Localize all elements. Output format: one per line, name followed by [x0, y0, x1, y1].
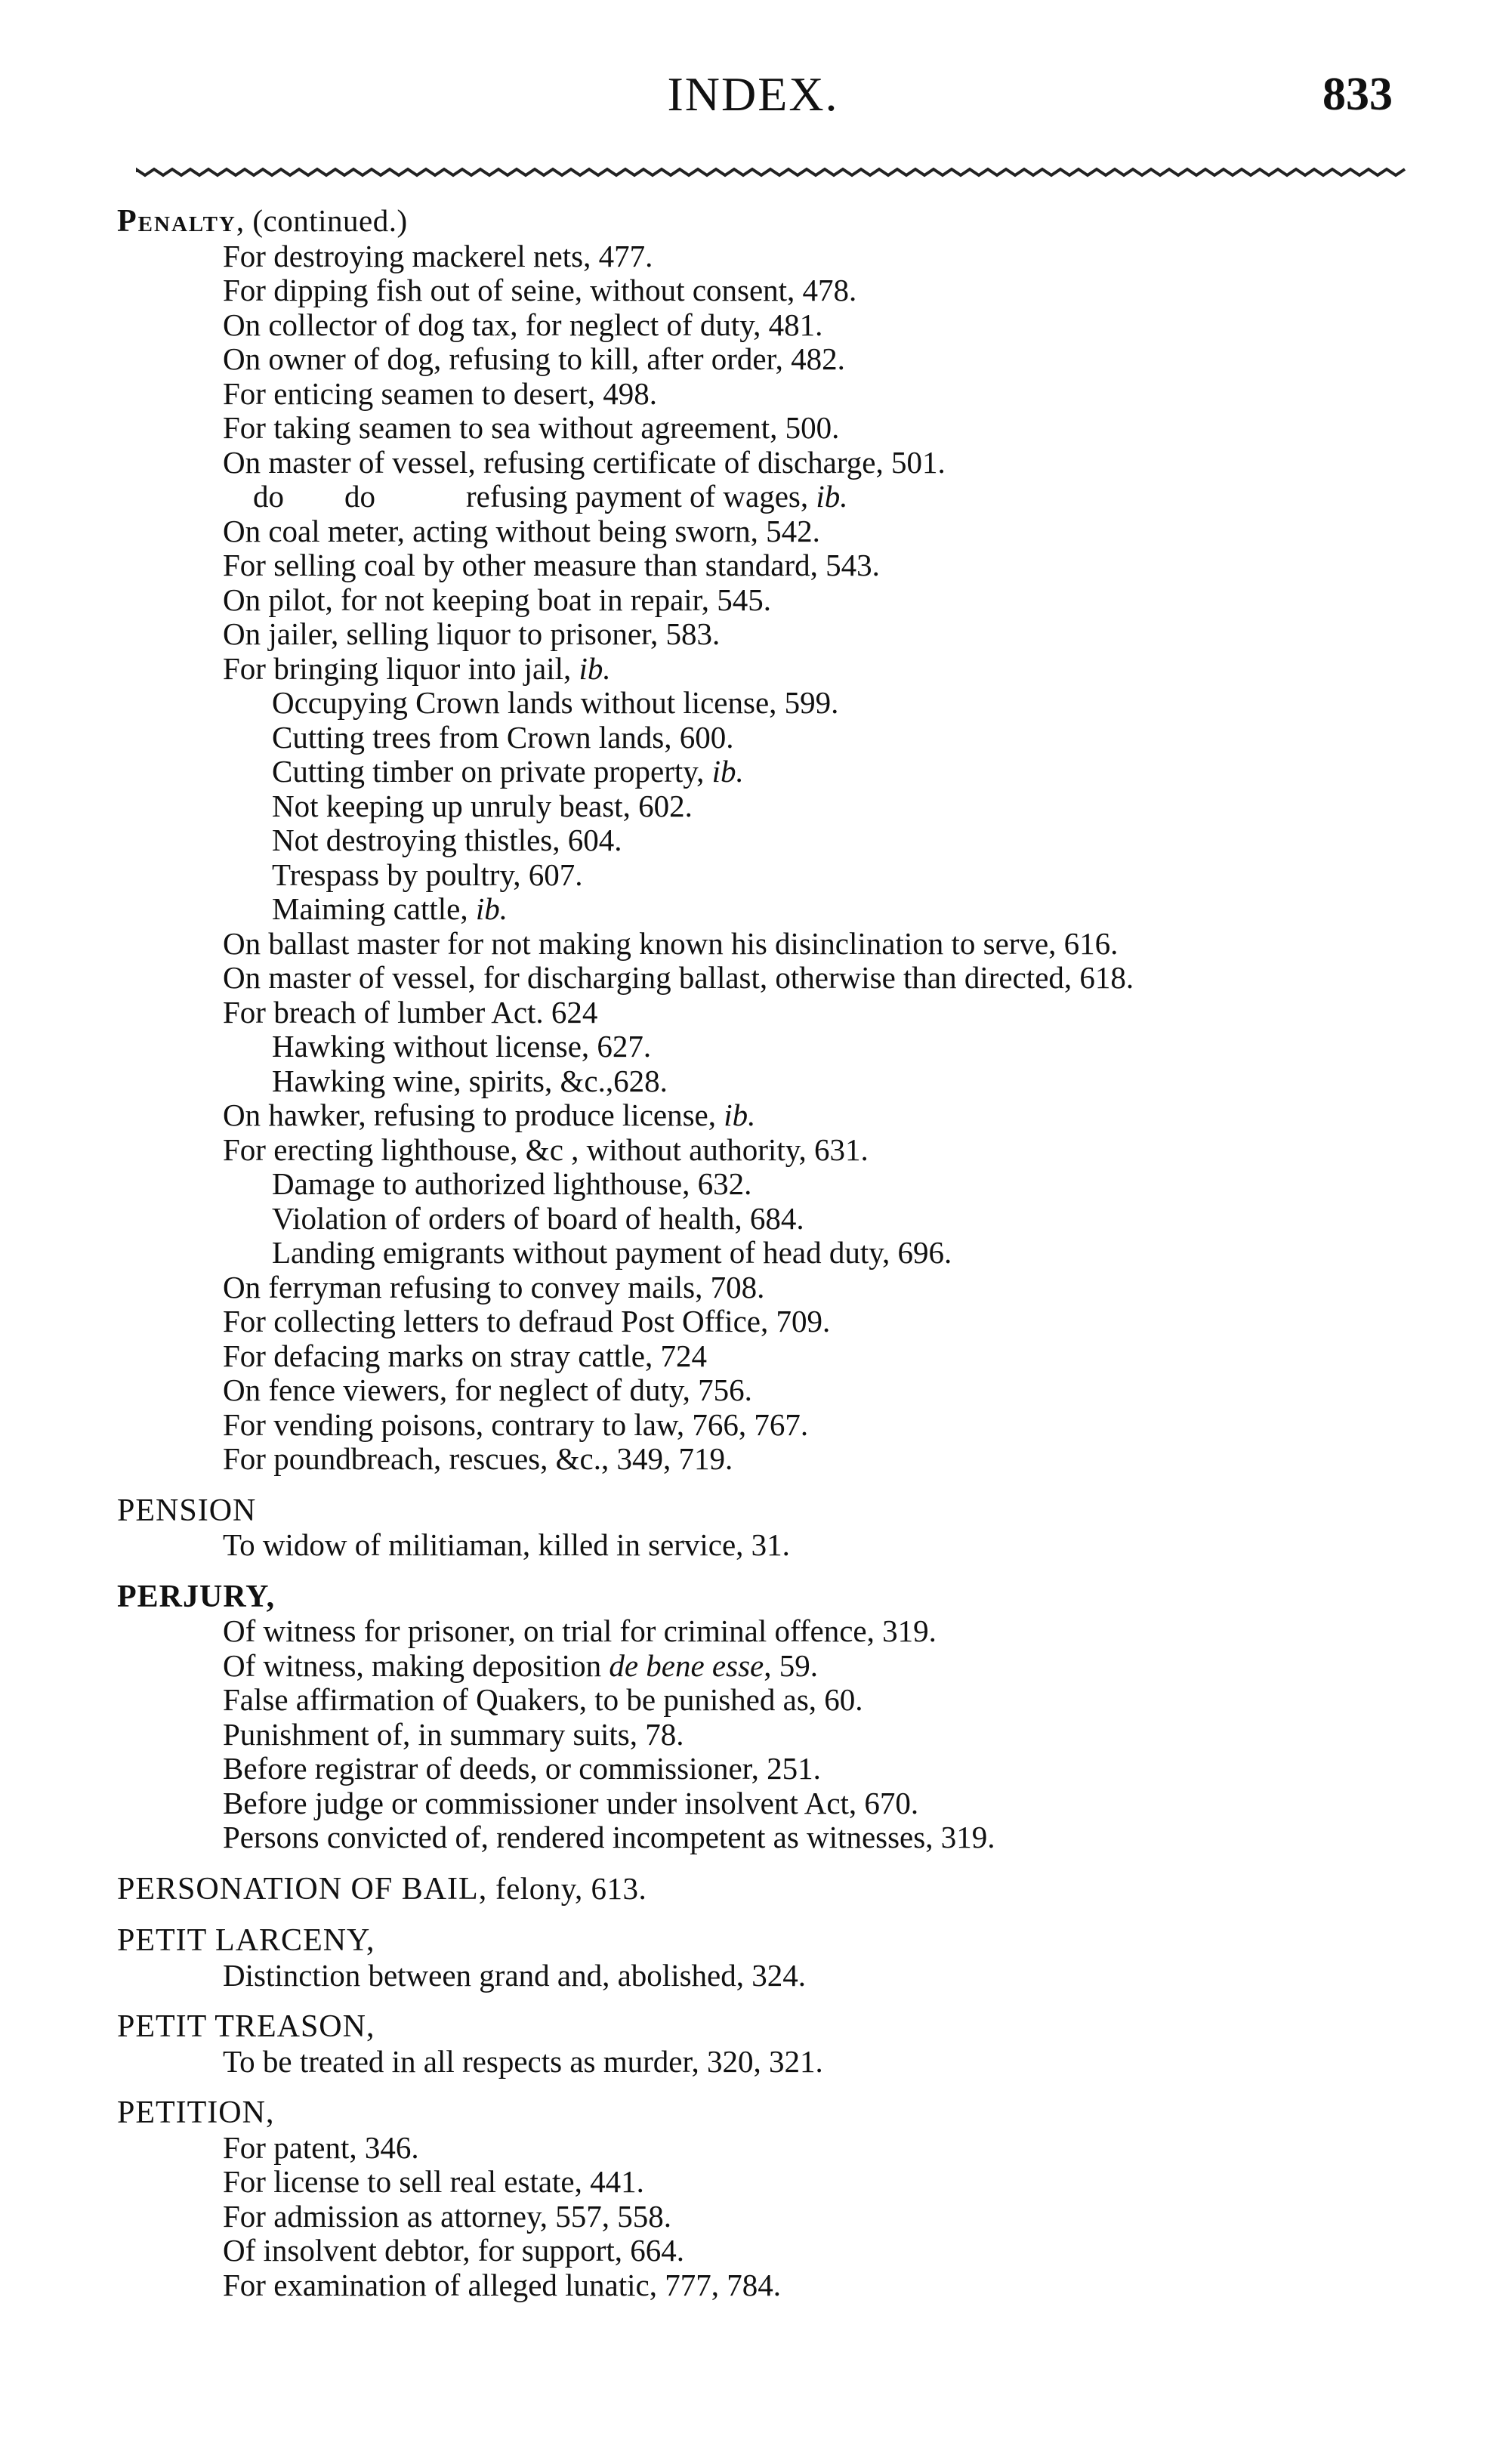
sub-entry: [117, 1614, 1416, 1649]
index-entry: [117, 2009, 1416, 2079]
ibid-ref: ib.: [475, 891, 508, 926]
ditto-mark: do: [253, 479, 284, 514]
index-entry: [117, 1579, 1416, 1855]
sub-entry: [117, 2234, 1416, 2268]
sub-entry: [117, 377, 1416, 412]
sub-entry-text: Before judge or commissioner under insolvent Act, 670.: [223, 1785, 919, 1820]
entry-heading: [117, 204, 1416, 239]
sub-entry: [117, 411, 1416, 446]
sub-entry: [117, 996, 1416, 1030]
sub-entry-text: Persons convicted of, rendered incompetent as witnesses, 319.: [223, 1820, 995, 1854]
sub-entry-text: Cutting trees from Crown lands, 600.: [272, 719, 734, 755]
sub-entry-text: Hawking wine, spirits, &c.,628.: [272, 1063, 668, 1098]
sub-entry: [117, 1202, 1416, 1237]
sub-entry-text: For poundbreach, rescues, &c., 349, 719.: [223, 1441, 733, 1476]
sub-entry-text: For destroying mackerel nets, 477.: [223, 238, 653, 273]
sub-entry-text: For erecting lighthouse, &c , without authority, 631.: [223, 1132, 869, 1167]
sub-entry-text: Violation of orders of board of health, 684.: [272, 1200, 804, 1236]
sub-entry: [117, 342, 1416, 377]
sub-entry-text: To be treated in all respects as murder, 320, 321.: [223, 2043, 823, 2079]
running-head: [0, 53, 1506, 136]
sub-entry-text: Punishment of, in summary suits, 78.: [223, 1716, 684, 1752]
sub-entry-text: On pilot, for not keeping boat in repair, 545.: [223, 582, 771, 617]
sub-entry: [117, 1528, 1416, 1563]
sub-entry-text: Damage to authorized lighthouse, 632.: [272, 1166, 752, 1201]
heading-term: PETIT LARCENY,: [117, 1923, 375, 1958]
sub-entry-text: Maiming cattle,: [272, 891, 468, 926]
sub-entry-text: On hawker, refusing to produce license,: [223, 1098, 716, 1132]
latin-phrase: de bene esse: [609, 1647, 764, 1683]
sub-entry-text: To widow of militiaman, killed in service, 31.: [223, 1527, 790, 1562]
heading-qualifier: felony, 613.: [487, 1870, 647, 1906]
sub-entry: [117, 446, 1416, 480]
sub-entry: [117, 1959, 1416, 1993]
sub-entry-text: For vending poisons, contrary to law, 766, 767.: [223, 1406, 809, 1442]
sub-entry: [117, 514, 1416, 549]
sub-entry-text: On master of vessel, for discharging ballast, otherwise than directed, 618.: [223, 960, 1134, 995]
heading-term: PETIT TREASON,: [117, 2009, 375, 2044]
sub-entry: [117, 583, 1416, 618]
sub-entry-text: For dipping fish out of seine, without consent, 478.: [223, 273, 857, 307]
sub-entry-text: Trespass by poultry, 607.: [272, 857, 583, 892]
sub-entry: [117, 1683, 1416, 1718]
sub-entry-text: On ferryman refusing to convey mails, 708.: [223, 1269, 765, 1305]
index-entry: [117, 2095, 1416, 2302]
sub-entry: [117, 789, 1416, 824]
entry-heading: [117, 2095, 1416, 2131]
sub-entry-text: For enticing seamen to desert, 498.: [223, 375, 658, 411]
index-entry: [117, 1493, 1416, 1563]
sub-entry-text: For collecting letters to defraud Post Office, 709.: [223, 1304, 831, 1339]
sub-entry-text: On coal meter, acting without being sworn, 542.: [223, 513, 820, 548]
sub-entry-text: False affirmation of Quakers, to be punished as, 60.: [223, 1682, 863, 1717]
sub-entry: [117, 1649, 1416, 1684]
entry-heading: [117, 2009, 1416, 2045]
ibid-ref: ib.: [816, 479, 848, 514]
ibid-ref: ib.: [724, 1098, 756, 1132]
index-entry: [117, 1923, 1416, 1993]
sub-entry: [117, 1098, 1416, 1133]
entry-heading: [117, 1923, 1416, 1959]
sub-entry: [117, 1305, 1416, 1339]
sub-entry-text: For taking seamen to sea without agreement, 500.: [223, 410, 840, 445]
index-entry: [117, 204, 1416, 1477]
sub-entry-text: Before registrar of deeds, or commissioner, 251.: [223, 1751, 821, 1786]
sub-entry-text: For breach of lumber Act. 624: [223, 994, 598, 1030]
sub-entry: [117, 548, 1416, 583]
page-number: 833: [1322, 69, 1393, 120]
sub-entry: [117, 480, 1416, 514]
sub-entry: [117, 652, 1416, 687]
sub-entry-text: , 59.: [764, 1647, 818, 1683]
sub-entry-text: On master of vessel, refusing certificate of discharge, 501.: [223, 444, 946, 480]
sub-entry: [117, 2131, 1416, 2166]
sub-entry: [117, 1408, 1416, 1443]
index-entry: [117, 1872, 1416, 1907]
heading-term: Penalty: [117, 204, 236, 239]
sub-entry-text: Not keeping up unruly beast, 602.: [272, 788, 693, 823]
entry-heading: [117, 1579, 1416, 1615]
sub-entry: [117, 1718, 1416, 1752]
sub-entry: [117, 617, 1416, 652]
sub-entry-text: On ballast master for not making known his disinclination to serve, 616.: [223, 925, 1119, 961]
sub-entry-text: For admission as attorney, 557, 558.: [223, 2198, 672, 2234]
heading-term: PERSONATION OF BAIL,: [117, 1871, 488, 1907]
sub-entry: [117, 686, 1416, 721]
sub-entry: [117, 1064, 1416, 1099]
sub-entry: [117, 1786, 1416, 1821]
sub-entry: [117, 1752, 1416, 1786]
sub-entry-text: Landing emigrants without payment of head duty, 696.: [272, 1235, 952, 1270]
sub-entry-text: For defacing marks on stray cattle, 724: [223, 1338, 708, 1373]
sub-entry: [117, 2200, 1416, 2234]
sub-entry: [117, 2045, 1416, 2080]
sub-entry: [117, 858, 1416, 893]
header-wavy-rule: [136, 166, 1409, 178]
sub-entry: [117, 721, 1416, 755]
sub-entry: [117, 1373, 1416, 1408]
sub-entry: [117, 927, 1416, 962]
entry-heading: [117, 1872, 1416, 1907]
ibid-ref: ib.: [711, 754, 744, 789]
sub-entry-text: For patent, 346.: [223, 2129, 419, 2165]
sub-entry-text: For license to sell real estate, 441.: [223, 2164, 644, 2199]
sub-entry: [117, 961, 1416, 996]
sub-entry-text: On collector of dog tax, for neglect of duty, 481.: [223, 307, 823, 342]
sub-entry: [117, 1167, 1416, 1202]
sub-entry-text: Of witness for prisoner, on trial for criminal offence, 319.: [223, 1613, 937, 1648]
ditto-mark: do: [344, 479, 375, 514]
sub-entry-text: On jailer, selling liquor to prisoner, 583.: [223, 616, 721, 651]
sub-entry: [117, 2268, 1416, 2303]
sub-entry-text: Of witness, making deposition: [223, 1647, 602, 1683]
heading-term: PENSION: [117, 1493, 257, 1528]
heading-qualifier: , (continued.): [236, 203, 408, 238]
index-body: [117, 204, 1416, 2302]
sub-entry: [117, 239, 1416, 274]
sub-entry-text: For examination of alleged lunatic, 777, 784.: [223, 2267, 781, 2302]
sub-entry: [117, 308, 1416, 343]
sub-entry: [117, 2165, 1416, 2200]
heading-term: PETITION,: [117, 2095, 275, 2130]
sub-entry-text: refusing payment of wages,: [466, 479, 809, 514]
sub-entry: [117, 1271, 1416, 1305]
sub-entry-text: Distinction between grand and, abolished, 324.: [223, 1957, 806, 1993]
sub-entry: [117, 1236, 1416, 1271]
sub-entry: [117, 1339, 1416, 1374]
entry-heading: [117, 1493, 1416, 1529]
sub-entry-text: For selling coal by other measure than standard, 543.: [223, 548, 880, 582]
ibid-ref: ib.: [579, 650, 611, 686]
sub-entry: [117, 1442, 1416, 1477]
sub-entry: [117, 823, 1416, 858]
sub-entry: [117, 1820, 1416, 1855]
page-title: INDEX.: [667, 67, 839, 121]
heading-term: PERJURY,: [117, 1579, 276, 1614]
sub-entry-text: For bringing liquor into jail,: [223, 650, 572, 686]
sub-entry: [117, 755, 1416, 789]
sub-entry-text: Not destroying thistles, 604.: [272, 823, 622, 857]
sub-entry-text: Cutting timber on private property,: [272, 754, 705, 789]
sub-entry-text: On owner of dog, refusing to kill, after order, 482.: [223, 341, 845, 376]
sub-entry: [117, 892, 1416, 927]
sub-entry-text: Occupying Crown lands without license, 599.: [272, 685, 839, 720]
sub-entry: [117, 1030, 1416, 1064]
sub-entry: [117, 273, 1416, 308]
sub-entry-text: Of insolvent debtor, for support, 664.: [223, 2233, 684, 2268]
sub-entry-text: On fence viewers, for neglect of duty, 756.: [223, 1372, 752, 1407]
sub-entry-text: Hawking without license, 627.: [272, 1029, 652, 1064]
sub-entry: [117, 1133, 1416, 1168]
